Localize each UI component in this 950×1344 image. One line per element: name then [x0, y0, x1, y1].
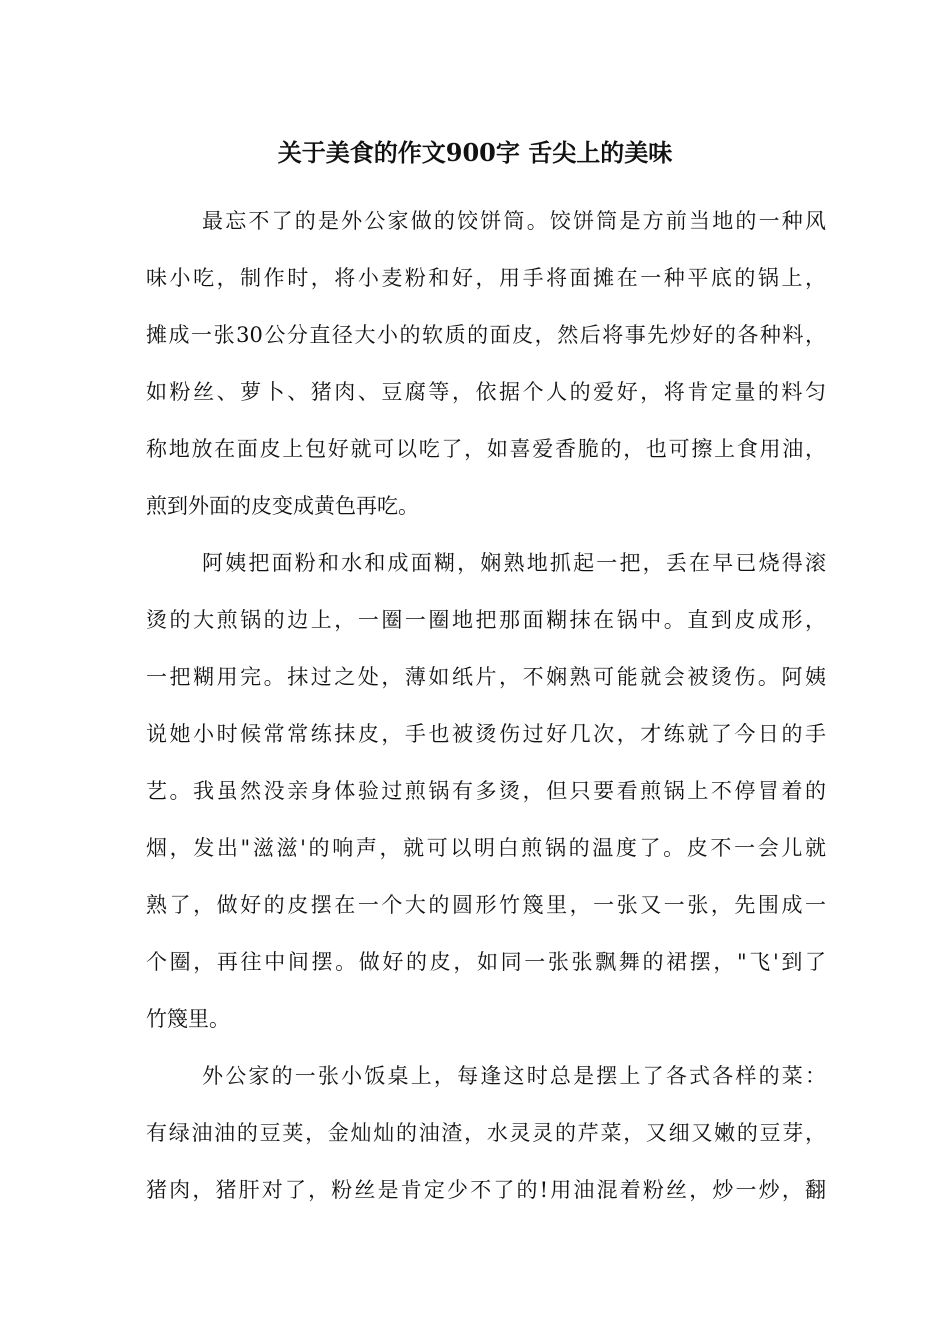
- paragraph-2-line-6: 烟，发出"滋滋'的响声，就可以明白煎锅的温度了。皮不一会儿就: [146, 836, 826, 860]
- paragraph-3-line-2: 有绿油油的豆荚，金灿灿的油渣，水灵灵的芹菜，又细又嫩的豆芽，: [146, 1121, 826, 1145]
- paragraph-2-line-4: 说她小时候常常练抹皮，手也被烫伤过好几次，才练就了今日的手: [146, 722, 826, 746]
- paragraph-2-line-7: 熟了，做好的皮摆在一个大的圆形竹篾里，一张又一张，先围成一: [146, 893, 826, 917]
- paragraph-2-line-1: 阿姨把面粉和水和成面糊，娴熟地抓起一把，丢在早已烧得滚: [202, 551, 826, 575]
- paragraph-1-line-1: 最忘不了的是外公家做的饺饼筒。饺饼筒是方前当地的一种风: [202, 209, 826, 233]
- paragraph-2-line-9: 竹篾里。: [146, 1007, 230, 1031]
- paragraph-2-line-3: 一把糊用完。抹过之处，薄如纸片，不娴熟可能就会被烫伤。阿姨: [146, 665, 826, 689]
- paragraph-1-line-4: 如粉丝、萝卜、猪肉、豆腐等，依据个人的爱好，将肯定量的料匀: [146, 380, 826, 404]
- paragraph-1-line-5: 称地放在面皮上包好就可以吃了，如喜爱香脆的，也可擦上食用油，: [146, 437, 826, 461]
- paragraph-3-line-1: 外公家的一张小饭桌上，每逢这时总是摆上了各式各样的菜：: [202, 1064, 826, 1088]
- paragraph-1-line-6: 煎到外面的皮变成黄色再吃。: [146, 494, 419, 518]
- paragraph-1-line-3: 摊成一张30公分直径大小的软质的面皮，然后将事先炒好的各种料，: [146, 323, 826, 347]
- page-title: 关于美食的作文900字 舌尖上的美味: [277, 138, 673, 167]
- paragraph-3-line-3: 猪肉，猪肝对了，粉丝是肯定少不了的!用油混着粉丝，炒一炒，翻: [146, 1178, 826, 1202]
- paragraph-1-line-2: 味小吃，制作时，将小麦粉和好，用手将面摊在一种平底的锅上，: [146, 266, 826, 290]
- paragraph-2-line-2: 烫的大煎锅的边上，一圈一圈地把那面糊抹在锅中。直到皮成形，: [146, 608, 826, 632]
- paragraph-2-line-8: 个圈，再往中间摆。做好的皮，如同一张张飘舞的裙摆，"飞'到了: [146, 950, 826, 974]
- paragraph-2-line-5: 艺。我虽然没亲身体验过煎锅有多烫，但只要看煎锅上不停冒着的: [146, 779, 826, 803]
